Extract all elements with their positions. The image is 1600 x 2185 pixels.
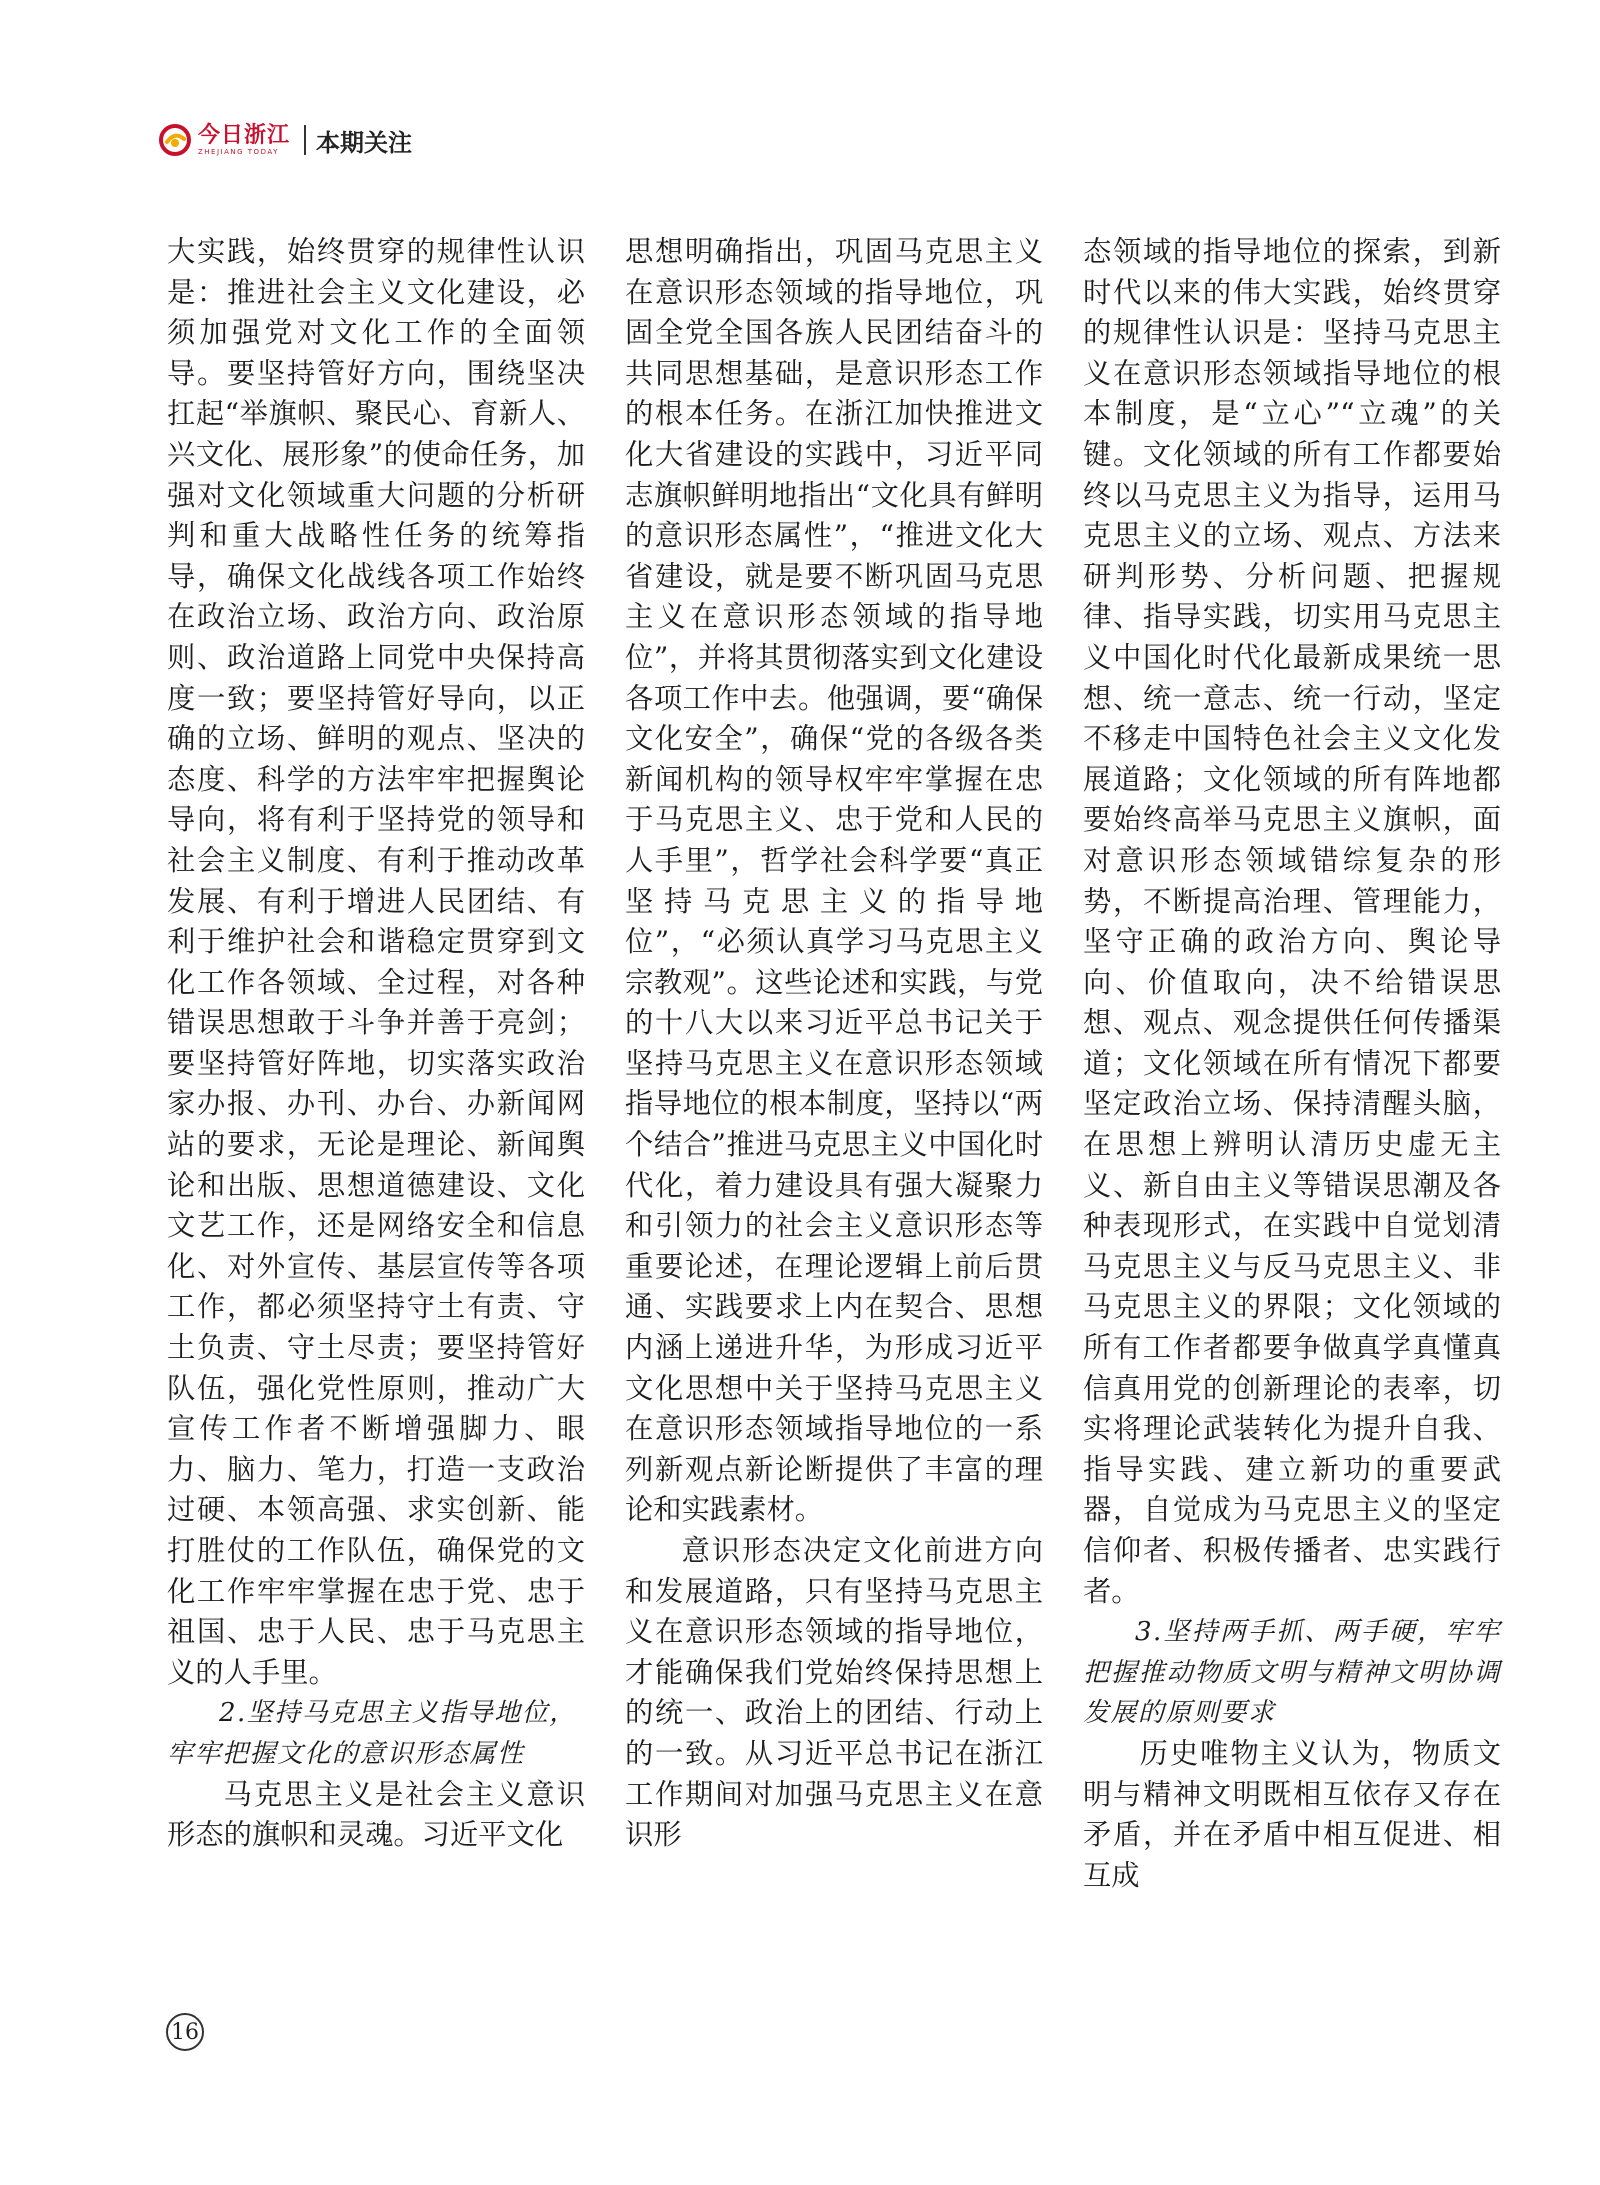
sun-swirl-icon xyxy=(158,123,192,157)
column-2 xyxy=(625,232,1043,1972)
header-divider xyxy=(304,125,306,155)
paragraph: 历史唯物主义认为，物质文明与精神文明既相互依存又存在矛盾，并在矛盾中相互促进、相互成 xyxy=(1083,1736,1501,1892)
paragraph: 马克思主义是社会主义意识形态的旗帜和灵魂。习近平文化 xyxy=(167,1777,585,1852)
subheading-3: 3.坚持两手抓、两手硬，牢牢把握推动物质文明与精神文明协调发展的原则要求 xyxy=(1083,1617,1501,1729)
paragraph: 态领域的指导地位的探索，到新时代以来的伟大实践，始终贯穿的规律性认识是：坚持马克思主义在意识形态领域指导地位的根本制度，是“立心”“立魂”的关键。文化领域的所有工作都要始终以马克思主义为指导，运用马克思主义的立场、观点、方法来研判形势、分析问题、把握规律、指导实践，切实用马克思主义中国化时代化最新成果统一思想、统一意志、统一行动，坚定不移走中国特色社会主义文化发展道路；文化领域的所有阵地都要始终高举马克思主义旗帜，面对意识形态领域错综复杂的形势，不断提高治理、管理能力，坚守正确的政治方向、舆论导向、价值取向，决不给错误思想、观点、观念提供任何传播渠道；文化领域在所有情况下都要坚定政治立场、保持清醒头脑，在思想上辨明认清历史虚无主义、新自由主义等错误思潮及各种表现形式，在实践中自觉划清马克思主义与反马克思主义、非马克思主义的界限；文化领域的所有工作者都要争做真学真懂真信真用党的创新理论的表率，切实将理论武装转化为提升自我、指导实践、建立新功的重要武器，自觉成为马克思主义的坚定信仰者、积极传播者、忠实践行者。 xyxy=(1083,235,1501,1608)
paragraph: 大实践，始终贯穿的规律性认识是：推进社会主义文化建设，必须加强党对文化工作的全面领导。要坚持管好方向，围绕坚决扛起“举旗帜、聚民心、育新人、兴文化、展形象”的使命任务，加强对文化领域重大问题的分析研判和重大战略性任务的统筹指导，确保文化战线各项工作始终在政治立场、政治方向、政治原则、政治道路上同党中央保持高度一致；要坚持管好导向，以正确的立场、鲜明的观点、坚决的态度、科学的方法牢牢把握舆论导向，将有利于坚持党的领导和社会主义制度、有利于推动改革发展、有利于增进人民团结、有利于维护社会和谐稳定贯穿到文化工作各领域、全过程，对各种错误思想敢于斗争并善于亮剑；要坚持管好阵地，切实落实政治家办报、办刊、办台、办新闻网站的要求，无论是理论、新闻舆论和出版、思想道德建设、文化文艺工作，还是网络安全和信息化、对外宣传、基层宣传等各项工作，都必须坚持守土有责、守土负责、守土尽责；要坚持管好队伍，强化党性原则，推动广大宣传工作者不断增强脚力、眼力、脑力、笔力，打造一支政治过硬、本领高强、求实创新、能打胜仗的工作队伍，确保党的文化工作牢牢掌握在忠于党、忠于祖国、忠于人民、忠于马克思主义的人手里。 xyxy=(167,235,585,1689)
article-columns xyxy=(167,232,1501,1972)
logo-english-title: ZHEJIANG TODAY xyxy=(198,148,279,156)
page-number: 16 xyxy=(166,2013,204,2051)
subheading-2-line-2: 牢牢把握文化的意识形态属性 xyxy=(167,1738,525,1769)
logo-chinese-title: 今日浙江 xyxy=(198,122,291,148)
publication-logo xyxy=(158,123,290,157)
subheading-2-line-1: 2.坚持马克思主义指导地位， xyxy=(219,1698,577,1729)
section-label: 本期关注 xyxy=(316,128,413,157)
paragraph: 思想明确指出，巩固马克思主义在意识形态领域的指导地位，巩固全党全国各族人民团结奋斗的共同思想基础，是意识形态工作的根本任务。在浙江加快推进文化大省建设的实践中，习近平同志旗帜鲜明地指出“文化具有鲜明的意识形态属性”，“推进文化大省建设，就是要不断巩固马克思主义在意识形态领域的指导地位”，并将其贯彻落实到文化建设各项工作中去。他强调，要“确保文化安全”，确保“党的各级各类新闻机构的领导权牢牢掌握在忠于马克思主义、忠于党和人民的人手里”，哲学社会科学要“真正坚持马克思主义的指导地位”，“必须认真学习马克思主义宗教观”。这些论述和实践，与党的十八大以来习近平总书记关于坚持马克思主义在意识形态领域指导地位的根本制度，坚持以“两个结合”推进马克思主义中国化时代化，着力建设具有强大凝聚力和引领力的社会主义意识形态等重要论述，在理论逻辑上前后贯通、实践要求上内在契合、思想内涵上递进升华，为形成习近平文化思想中关于坚持马克思主义在意识形态领域指导地位的一系列新观点新论断提供了丰富的理论和实践素材。 xyxy=(625,235,1043,1527)
paragraph: 意识形态决定文化前进方向和发展道路，只有坚持马克思主义在意识形态领域的指导地位，才能确保我们党始终保持思想上的统一、政治上的团结、行动上的一致。从习近平总书记在浙江工作期间对加强马克思主义在意识形 xyxy=(625,1534,1043,1852)
column-3 xyxy=(1083,232,1501,1972)
column-1 xyxy=(167,232,585,1972)
page-header xyxy=(158,118,412,162)
